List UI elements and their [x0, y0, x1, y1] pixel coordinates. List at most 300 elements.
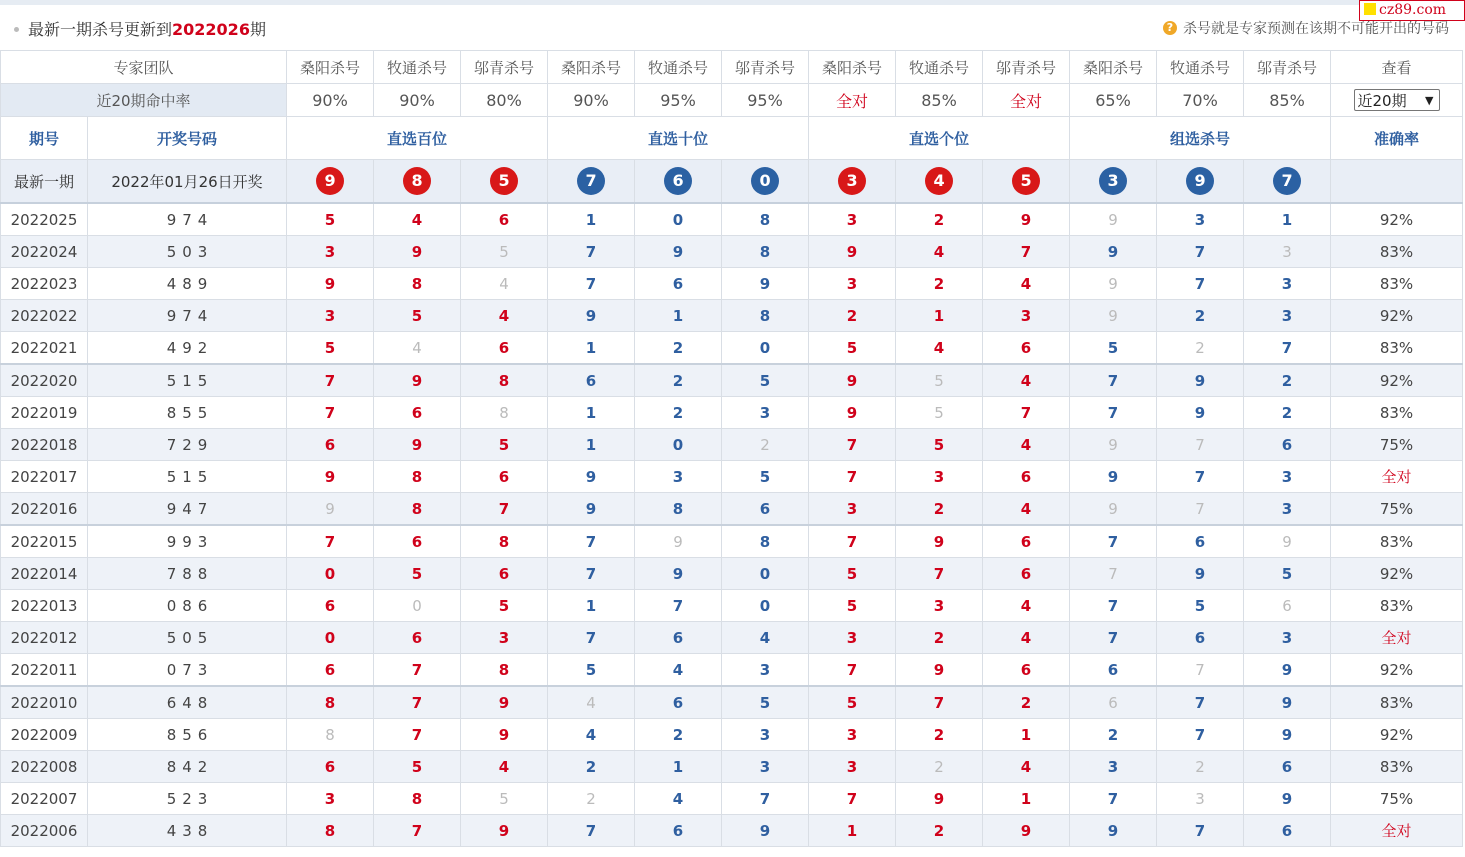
table-row: [1, 815, 1463, 847]
kill-number-cell: 9: [374, 364, 461, 397]
col-units: 直选个位: [809, 117, 1070, 160]
table-row: [1, 493, 1463, 526]
kill-number-cell: 1: [548, 332, 635, 365]
number-ball: 7: [577, 167, 605, 195]
logo-square-icon: [1364, 3, 1376, 15]
kill-number-cell: 8: [287, 719, 374, 751]
kill-number-cell: 3: [1244, 300, 1331, 332]
kill-number-cell: 0: [635, 203, 722, 236]
hit-rate-cell: 95%: [635, 84, 722, 117]
kill-number-cell: 8: [461, 397, 548, 429]
expert-team-row: [1, 51, 1463, 84]
kill-number-cell: 0: [635, 429, 722, 461]
kill-number-cell: 8: [722, 525, 809, 558]
table-row: [1, 236, 1463, 268]
kill-number-cell: 6: [983, 525, 1070, 558]
col-draw: 开奖号码: [88, 117, 287, 160]
kill-number-cell: 9: [1244, 719, 1331, 751]
kill-number-cell: 7: [374, 815, 461, 847]
kill-number-cell: 7: [374, 654, 461, 687]
hit-rate-cell: 全对: [809, 84, 896, 117]
latest-accuracy: [1331, 160, 1463, 204]
kill-number-cell: 7: [1070, 783, 1157, 815]
number-ball: 5: [490, 167, 518, 195]
kill-number-cell: 5: [287, 203, 374, 236]
kill-number-cell: 2: [983, 686, 1070, 719]
kill-number-cell: 2: [896, 622, 983, 654]
kill-number-cell: 3: [287, 300, 374, 332]
issue-cell: 2022008: [1, 751, 88, 783]
kill-number-cell: 3: [461, 622, 548, 654]
kill-number-cell: 6: [374, 525, 461, 558]
kill-number-cell: 4: [983, 622, 1070, 654]
kill-number-cell: 2: [722, 429, 809, 461]
period-select[interactable]: [1354, 89, 1440, 111]
kill-number-cell: 9: [1070, 493, 1157, 526]
expert-name: 邬青杀号: [461, 51, 548, 84]
issue-cell: 2022015: [1, 525, 88, 558]
latest-ball-cell: [1244, 160, 1331, 204]
kill-number-cell: 9: [1244, 654, 1331, 687]
draw-cell: 489: [88, 268, 287, 300]
kill-number-cell: 4: [983, 268, 1070, 300]
accuracy-cell: 83%: [1331, 236, 1463, 268]
accuracy-cell: 83%: [1331, 751, 1463, 783]
kill-number-cell: 7: [809, 654, 896, 687]
kill-number-cell: 8: [461, 525, 548, 558]
kill-number-cell: 9: [809, 397, 896, 429]
title-issue: 2022026: [172, 20, 250, 39]
latest-ball-cell: [983, 160, 1070, 204]
kill-number-cell: 9: [1157, 397, 1244, 429]
table-row: [1, 686, 1463, 719]
accuracy-cell: 全对: [1331, 815, 1463, 847]
latest-ball-cell: [635, 160, 722, 204]
kill-number-table: [0, 50, 1463, 847]
kill-number-cell: 3: [809, 622, 896, 654]
kill-number-cell: 7: [548, 622, 635, 654]
kill-number-cell: 9: [1070, 268, 1157, 300]
expert-name: 邬青杀号: [722, 51, 809, 84]
kill-number-cell: 9: [1157, 364, 1244, 397]
kill-number-cell: 9: [287, 268, 374, 300]
kill-number-cell: 9: [461, 719, 548, 751]
kill-number-cell: 9: [1070, 429, 1157, 461]
kill-number-cell: 2: [896, 493, 983, 526]
draw-cell: 505: [88, 622, 287, 654]
kill-number-cell: 1: [548, 397, 635, 429]
kill-number-cell: 5: [809, 558, 896, 590]
expert-name: 桑阳杀号: [1070, 51, 1157, 84]
kill-number-cell: 7: [374, 686, 461, 719]
issue-cell: 2022020: [1, 364, 88, 397]
note-text: 杀号就是专家预测在该期不可能开出的号码: [1183, 21, 1449, 37]
kill-number-cell: 2: [1157, 751, 1244, 783]
kill-number-cell: 6: [287, 590, 374, 622]
kill-number-cell: 5: [809, 332, 896, 365]
kill-number-cell: 5: [461, 236, 548, 268]
table-row: [1, 525, 1463, 558]
kill-number-cell: 6: [287, 751, 374, 783]
kill-number-cell: 9: [374, 236, 461, 268]
expert-name: 桑阳杀号: [287, 51, 374, 84]
kill-number-cell: 7: [1070, 397, 1157, 429]
title-prefix: 最新一期杀号更新到: [28, 20, 173, 39]
draw-cell: 993: [88, 525, 287, 558]
table-row: [1, 590, 1463, 622]
kill-number-cell: 7: [809, 461, 896, 493]
kill-number-cell: 3: [635, 461, 722, 493]
number-ball: 3: [838, 167, 866, 195]
kill-number-cell: 6: [983, 654, 1070, 687]
kill-number-cell: 9: [548, 300, 635, 332]
kill-number-cell: 5: [722, 364, 809, 397]
col-accuracy: 准确率: [1331, 117, 1463, 160]
accuracy-cell: 全对: [1331, 622, 1463, 654]
kill-number-cell: 7: [1157, 493, 1244, 526]
kill-number-cell: 5: [461, 429, 548, 461]
table-row: [1, 268, 1463, 300]
kill-number-cell: 4: [983, 429, 1070, 461]
issue-cell: 2022021: [1, 332, 88, 365]
kill-number-cell: 7: [1070, 364, 1157, 397]
accuracy-cell: 83%: [1331, 268, 1463, 300]
draw-cell: 856: [88, 719, 287, 751]
kill-number-cell: 5: [374, 300, 461, 332]
kill-number-cell: 9: [374, 429, 461, 461]
issue-cell: 2022025: [1, 203, 88, 236]
kill-number-cell: 4: [461, 751, 548, 783]
kill-number-cell: 3: [1244, 268, 1331, 300]
kill-number-cell: 2: [896, 815, 983, 847]
issue-cell: 2022016: [1, 493, 88, 526]
kill-number-cell: 3: [1244, 461, 1331, 493]
kill-number-cell: 3: [809, 493, 896, 526]
hit-rate-cell: 85%: [1244, 84, 1331, 117]
kill-number-cell: 7: [1070, 558, 1157, 590]
table-row: [1, 397, 1463, 429]
kill-number-cell: 3: [722, 654, 809, 687]
draw-cell: 947: [88, 493, 287, 526]
latest-ball-cell: [896, 160, 983, 204]
hit-rate-cell: 65%: [1070, 84, 1157, 117]
kill-number-cell: 7: [548, 558, 635, 590]
issue-cell: 2022012: [1, 622, 88, 654]
draw-cell: 492: [88, 332, 287, 365]
table-row: [1, 332, 1463, 365]
kill-number-cell: 5: [896, 429, 983, 461]
kill-number-cell: 2: [548, 783, 635, 815]
kill-number-cell: 4: [983, 364, 1070, 397]
kill-number-cell: 6: [461, 558, 548, 590]
kill-number-cell: 8: [461, 364, 548, 397]
kill-number-cell: 6: [1244, 815, 1331, 847]
accuracy-cell: 83%: [1331, 397, 1463, 429]
kill-number-cell: 2: [896, 751, 983, 783]
accuracy-cell: 83%: [1331, 590, 1463, 622]
bullet-icon: [14, 27, 19, 32]
number-ball: 6: [664, 167, 692, 195]
kill-number-cell: 9: [548, 461, 635, 493]
issue-cell: 2022013: [1, 590, 88, 622]
kill-number-cell: 2: [809, 300, 896, 332]
kill-number-cell: 7: [635, 590, 722, 622]
draw-cell: 073: [88, 654, 287, 687]
kill-number-cell: 7: [461, 493, 548, 526]
kill-number-cell: 7: [722, 783, 809, 815]
latest-row: [1, 160, 1463, 204]
kill-number-cell: 6: [548, 364, 635, 397]
issue-cell: 2022022: [1, 300, 88, 332]
kill-number-cell: 5: [896, 397, 983, 429]
kill-number-cell: 7: [1157, 719, 1244, 751]
kill-number-cell: 7: [548, 268, 635, 300]
kill-number-cell: 7: [1157, 461, 1244, 493]
kill-number-cell: 6: [1070, 654, 1157, 687]
period-select-cell: [1331, 84, 1463, 117]
kill-number-cell: 0: [722, 590, 809, 622]
latest-ball-cell: [809, 160, 896, 204]
issue-cell: 2022024: [1, 236, 88, 268]
number-ball: 9: [1186, 167, 1214, 195]
issue-cell: 2022018: [1, 429, 88, 461]
kill-number-cell: 3: [1070, 751, 1157, 783]
draw-cell: 515: [88, 461, 287, 493]
kill-number-cell: 6: [635, 622, 722, 654]
kill-number-cell: 3: [722, 751, 809, 783]
hit-rate-cell: 85%: [896, 84, 983, 117]
kill-number-cell: 1: [896, 300, 983, 332]
accuracy-cell: 92%: [1331, 654, 1463, 687]
kill-number-cell: 1: [635, 300, 722, 332]
kill-number-cell: 9: [635, 525, 722, 558]
kill-number-cell: 9: [1244, 525, 1331, 558]
draw-cell: 515: [88, 364, 287, 397]
latest-ball-cell: [1157, 160, 1244, 204]
kill-number-cell: 8: [374, 268, 461, 300]
kill-number-cell: 7: [983, 397, 1070, 429]
col-tens: 直选十位: [548, 117, 809, 160]
expert-name: 牧通杀号: [896, 51, 983, 84]
kill-number-cell: 9: [1157, 558, 1244, 590]
kill-number-cell: 4: [461, 268, 548, 300]
hit-rate-cell: 90%: [287, 84, 374, 117]
kill-number-cell: 7: [1070, 525, 1157, 558]
kill-number-cell: 8: [374, 783, 461, 815]
kill-number-cell: 8: [287, 686, 374, 719]
kill-number-cell: 7: [809, 429, 896, 461]
kill-number-cell: 6: [983, 461, 1070, 493]
kill-number-cell: 2: [635, 332, 722, 365]
hit-rate-cell: 80%: [461, 84, 548, 117]
kill-number-cell: 5: [722, 686, 809, 719]
latest-label: 最新一期: [1, 160, 88, 204]
kill-number-cell: 0: [287, 558, 374, 590]
draw-cell: 523: [88, 783, 287, 815]
kill-number-cell: 5: [722, 461, 809, 493]
kill-number-cell: 4: [983, 590, 1070, 622]
draw-cell: 648: [88, 686, 287, 719]
kill-number-cell: 2: [1157, 300, 1244, 332]
draw-cell: 974: [88, 203, 287, 236]
kill-number-cell: 3: [1157, 203, 1244, 236]
kill-number-cell: 6: [374, 622, 461, 654]
hit-rate-label: 近20期命中率: [1, 84, 287, 117]
kill-number-cell: 6: [635, 268, 722, 300]
kill-number-cell: 7: [896, 558, 983, 590]
kill-number-cell: 1: [548, 590, 635, 622]
kill-number-cell: 9: [896, 783, 983, 815]
kill-number-cell: 2: [896, 203, 983, 236]
team-label: 专家团队: [1, 51, 287, 84]
kill-number-cell: 9: [983, 815, 1070, 847]
kill-number-cell: 8: [722, 203, 809, 236]
kill-number-cell: 9: [1244, 686, 1331, 719]
kill-number-cell: 2: [635, 719, 722, 751]
kill-number-cell: 3: [1244, 622, 1331, 654]
kill-number-cell: 6: [983, 332, 1070, 365]
kill-number-cell: 9: [1070, 815, 1157, 847]
kill-number-cell: 4: [983, 493, 1070, 526]
kill-number-cell: 7: [896, 686, 983, 719]
kill-number-cell: 2: [635, 364, 722, 397]
kill-number-cell: 6: [1157, 525, 1244, 558]
kill-number-cell: 4: [374, 203, 461, 236]
issue-cell: 2022023: [1, 268, 88, 300]
kill-number-cell: 6: [1070, 686, 1157, 719]
title-bar: [0, 5, 1465, 50]
kill-number-cell: 5: [461, 783, 548, 815]
kill-number-cell: 6: [635, 815, 722, 847]
kill-number-cell: 2: [1157, 332, 1244, 365]
accuracy-cell: 92%: [1331, 719, 1463, 751]
kill-number-cell: 8: [374, 461, 461, 493]
accuracy-cell: 92%: [1331, 364, 1463, 397]
kill-number-cell: 7: [1157, 236, 1244, 268]
kill-number-cell: 3: [722, 397, 809, 429]
table-row: [1, 461, 1463, 493]
kill-number-cell: 7: [809, 525, 896, 558]
kill-number-cell: 9: [461, 686, 548, 719]
issue-cell: 2022007: [1, 783, 88, 815]
number-ball: 7: [1273, 167, 1301, 195]
number-ball: 3: [1099, 167, 1127, 195]
kill-number-cell: 9: [635, 236, 722, 268]
kill-number-cell: 8: [722, 236, 809, 268]
kill-number-cell: 2: [1244, 397, 1331, 429]
draw-cell: 855: [88, 397, 287, 429]
kill-number-cell: 9: [896, 654, 983, 687]
kill-number-cell: 7: [1157, 268, 1244, 300]
kill-number-cell: 0: [722, 332, 809, 365]
kill-number-cell: 3: [809, 268, 896, 300]
col-issue: 期号: [1, 117, 88, 160]
accuracy-cell: 92%: [1331, 300, 1463, 332]
draw-cell: 438: [88, 815, 287, 847]
kill-number-cell: 7: [983, 236, 1070, 268]
kill-number-cell: 5: [809, 686, 896, 719]
table-row: [1, 364, 1463, 397]
accuracy-cell: 全对: [1331, 461, 1463, 493]
draw-cell: 729: [88, 429, 287, 461]
kill-number-cell: 2: [548, 751, 635, 783]
kill-number-cell: 9: [722, 815, 809, 847]
kill-number-cell: 7: [374, 719, 461, 751]
kill-number-cell: 0: [287, 622, 374, 654]
draw-cell: 086: [88, 590, 287, 622]
kill-number-cell: 4: [896, 332, 983, 365]
kill-number-cell: 4: [896, 236, 983, 268]
kill-number-cell: 8: [461, 654, 548, 687]
kill-number-cell: 7: [1070, 622, 1157, 654]
kill-number-cell: 5: [548, 654, 635, 687]
kill-number-cell: 6: [374, 397, 461, 429]
kill-number-cell: 3: [983, 300, 1070, 332]
kill-number-cell: 1: [548, 203, 635, 236]
table-row: [1, 751, 1463, 783]
issue-cell: 2022011: [1, 654, 88, 687]
accuracy-cell: 83%: [1331, 525, 1463, 558]
kill-number-cell: 4: [635, 654, 722, 687]
kill-number-cell: 3: [287, 783, 374, 815]
kill-number-cell: 8: [635, 493, 722, 526]
kill-number-cell: 3: [1157, 783, 1244, 815]
kill-number-cell: 9: [1244, 783, 1331, 815]
kill-number-cell: 9: [548, 493, 635, 526]
site-logo[interactable]: [1359, 0, 1465, 21]
expert-name: 邬青杀号: [983, 51, 1070, 84]
expert-name: 牧通杀号: [635, 51, 722, 84]
draw-cell: 974: [88, 300, 287, 332]
kill-number-cell: 9: [1070, 300, 1157, 332]
accuracy-cell: 75%: [1331, 783, 1463, 815]
hit-rate-cell: 95%: [722, 84, 809, 117]
accuracy-cell: 83%: [1331, 332, 1463, 365]
number-ball: 4: [925, 167, 953, 195]
logo-text: cz89.com: [1379, 2, 1447, 18]
kill-number-cell: 5: [287, 332, 374, 365]
kill-number-cell: 4: [548, 686, 635, 719]
kill-number-cell: 7: [1157, 654, 1244, 687]
number-ball: 9: [316, 167, 344, 195]
kill-number-cell: 2: [896, 268, 983, 300]
kill-number-cell: 8: [374, 493, 461, 526]
kill-number-cell: 7: [1157, 429, 1244, 461]
kill-number-cell: 3: [287, 236, 374, 268]
kill-number-cell: 1: [809, 815, 896, 847]
expert-name: 邬青杀号: [1244, 51, 1331, 84]
accuracy-cell: 83%: [1331, 686, 1463, 719]
page-title: [14, 17, 266, 40]
table-row: [1, 558, 1463, 590]
kill-number-cell: 6: [461, 461, 548, 493]
kill-number-cell: 1: [548, 429, 635, 461]
kill-number-cell: 2: [635, 397, 722, 429]
col-hundreds: 直选百位: [287, 117, 548, 160]
kill-number-cell: 3: [809, 719, 896, 751]
kill-number-cell: 3: [809, 203, 896, 236]
kill-number-cell: 9: [1070, 203, 1157, 236]
issue-cell: 2022009: [1, 719, 88, 751]
kill-number-cell: 7: [287, 364, 374, 397]
kill-number-cell: 4: [635, 783, 722, 815]
kill-number-cell: 6: [1244, 429, 1331, 461]
latest-ball-cell: [1070, 160, 1157, 204]
kill-number-cell: 9: [1070, 236, 1157, 268]
accuracy-cell: 75%: [1331, 429, 1463, 461]
kill-number-cell: 1: [635, 751, 722, 783]
kill-number-cell: 2: [896, 719, 983, 751]
